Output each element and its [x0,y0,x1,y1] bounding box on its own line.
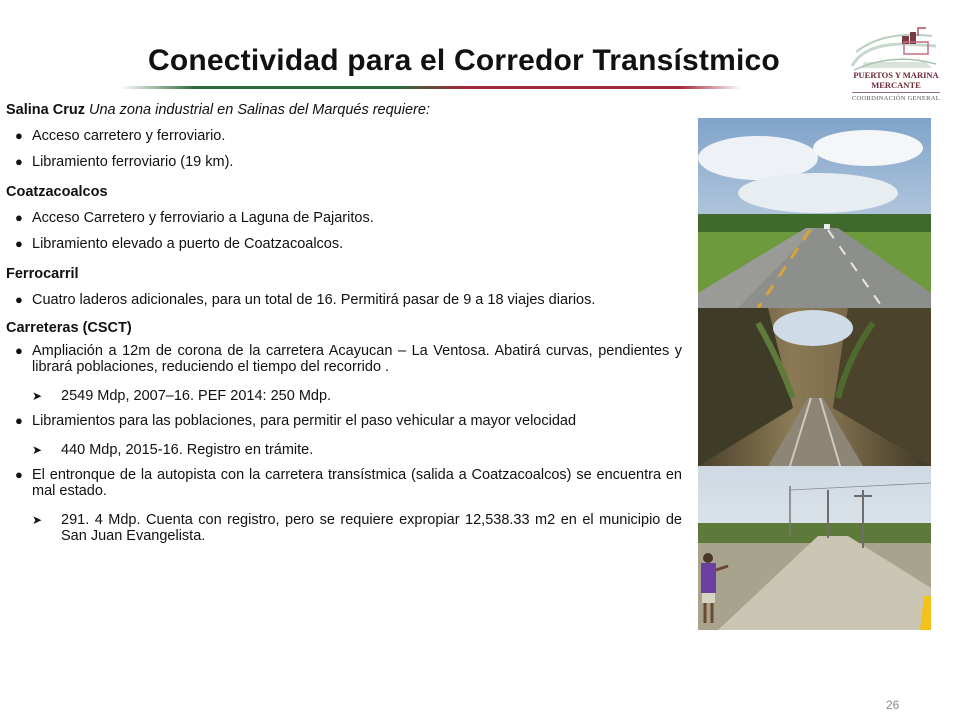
list-item [6,154,682,170]
list-item [6,236,682,252]
bullet-icon: ● [15,210,23,225]
bullet-text: Libramiento ferroviario (19 km). [32,154,234,170]
section-coatzacoalcos-heading: Coatzacoalcos [6,184,108,200]
section-ferrocarril-heading: Ferrocarril [6,266,79,282]
list-item [6,292,682,308]
bullet-icon: ● [15,292,23,307]
carreteras-list [6,343,682,375]
slide-body [6,102,682,544]
carreteras-list-2 [6,413,682,429]
highway-photo [698,118,931,308]
sub-bullet-text: 440 Mdp, 2015-16. Registro en trámite. [61,442,314,458]
list-item [6,128,682,144]
title-underline [120,86,742,89]
salina-list [6,128,682,170]
carreteras-sublist-1 [6,388,682,404]
ferrocarril-list [6,292,682,308]
railway-cut-photo [698,308,931,466]
carreteras-sublist-2 [6,442,682,458]
coatzacoalcos-list [6,210,682,252]
arrow-bullet-icon: ➤ [32,443,43,457]
salina-subheading: Una zona industrial en Salinas del Marqués requiere: [89,102,430,118]
arrow-bullet-icon: ➤ [32,389,43,403]
damaged-road-photo [698,466,931,630]
list-item [6,210,682,226]
bullet-icon: ● [15,154,23,169]
logo-line-1: PUERTOS Y MARINA [853,70,939,80]
bullet-icon: ● [15,128,23,143]
carreteras-sublist-3 [6,512,682,544]
bullet-text: Libramientos para las poblaciones, para permitir el paso vehicular a mayor velocidad [32,413,577,429]
photo-strip [698,118,931,630]
list-item [6,343,682,375]
sub-list-item [6,388,682,404]
bullet-text: El entronque de la autopista con la carretera transístmica (salida a Coatzacoalcos) se encuentra en mal estado. [32,467,682,499]
sub-bullet-text: 2549 Mdp, 2007–16. PEF 2014: 250 Mdp. [61,388,332,404]
bullet-icon: ● [15,236,23,251]
logo-text [848,70,944,90]
arrow-bullet-icon: ➤ [32,513,43,527]
sub-bullet-text: 291. 4 Mdp. Cuenta con registro, pero se requiere expropiar 12,538.33 m2 en el municipio de San Juan Evangelista. [61,512,682,544]
slide-title: Conectividad para el Corredor Transístmico [148,44,780,77]
bullet-text: Acceso Carretero y ferroviario a Laguna de Pajaritos. [32,210,374,226]
bullet-text: Cuatro laderos adicionales, para un total de 16. Permitirá pasar de 9 a 18 viajes diarios. [32,292,596,308]
logo-line-2: MERCANTE [871,80,921,90]
section-carreteras-heading: Carreteras (CSCT) [6,320,132,336]
bullet-text: Ampliación a 12m de corona de la carretera Acayucan – La Ventosa. Abatirá curvas, pendientes y librará poblaciones, reduciendo el tiempo del recorrido . [32,343,682,375]
bullet-icon: ● [15,343,23,358]
bullet-icon: ● [15,413,23,428]
bullet-icon: ● [15,467,23,482]
bullet-text: Acceso carretero y ferroviario. [32,128,226,144]
sub-list-item [6,442,682,458]
logo-line-3: COORDINACIÓN GENERAL [851,95,941,102]
logo-divider [852,92,940,93]
page-number: 26 [886,698,900,712]
section-salina-cruz-heading [6,102,682,118]
list-item [6,467,682,499]
sub-list-item [6,512,682,544]
carreteras-list-3 [6,467,682,499]
salina-heading: Salina Cruz [6,102,85,118]
list-item [6,413,682,429]
bullet-text: Libramiento elevado a puerto de Coatzacoalcos. [32,236,344,252]
